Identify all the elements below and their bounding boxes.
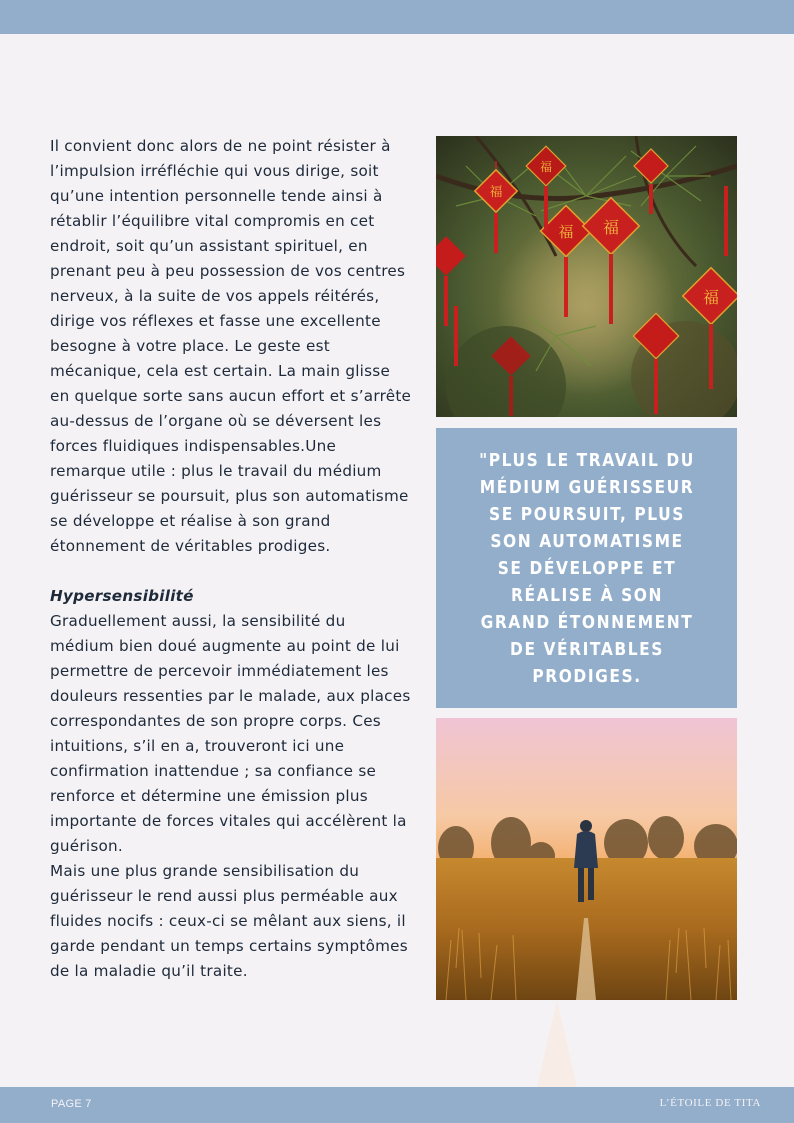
- pull-quote-text: "PLUS LE TRAVAIL DU MÉDIUM GUÉRISSEUR SE POURSUIT, PLUS SON AUTOMATISME SE DÉVELOPPE ET RÉALISE À SON GRAND ÉTONNEMENT DE VÉRITABLES PRODIGES.: [478, 449, 695, 687]
- decorative-spire-shape: [537, 1000, 577, 1087]
- footer-bar: [0, 1087, 794, 1123]
- page-number: PAGE 7: [51, 1098, 92, 1110]
- body-paragraph-3: Mais une plus grande sensibilisation du guérisseur le rend aussi plus perméable aux fluides nocifs : ceux-ci se mêlant aux siens, il garde pendant un temps certains symptômes de la maladie qu’il traite.: [50, 862, 408, 980]
- sunset-field-illustration: [436, 718, 737, 1000]
- body-paragraph-2: Graduellement aussi, la sensibilité du médium bien doué augmente au point de lui permettre de percevoir immédiatement les douleurs ressenties par le malade, aux places correspondantes de son propre corps. Ces intuitions, s’il en a, trouveront ici une confirmation inattendue ; sa confiance se renforce et détermine une émission plus importante de forces vitales qui accélèrent la guérison.: [50, 612, 411, 855]
- section-subheading: Hypersensibilité: [50, 587, 194, 605]
- pull-quote-box: [436, 428, 737, 708]
- svg-text:福: 福: [489, 185, 503, 200]
- footer-brand: L’ÉTOILE DE TITA: [659, 1097, 761, 1109]
- svg-text:福: 福: [558, 223, 574, 241]
- article-body: [50, 134, 412, 984]
- svg-text:福: 福: [539, 160, 553, 174]
- body-paragraph-1: Il convient donc alors de ne point résister à l’impulsion irréfléchie qui vous dirige, soit qu’une intention personnelle tende ainsi à rétablir l’équilibre vital compromis en cet endroit, soit qu’un assistant spirituel, en prenant peu à peu possession de vos centres nerveux, à la suite de vos appels réitérés, dirige vos réflexes et fasse une excellente besogne à votre place. Le geste est mécanique, cela est certain. La main glisse en quelque sorte sans aucun effort et s’arrête au-dessus de l’organe où se déversent les forces fluidiques indispensables.Une remarque utile : plus le travail du médium guérisseur se poursuit, plus son automatisme se développe et réalise à son grand étonnement de véritables prodiges.: [50, 137, 412, 555]
- paragraph-spacer: [50, 559, 412, 584]
- photo-red-ornaments: [436, 136, 737, 417]
- header-bar: [0, 0, 794, 34]
- svg-text:福: 福: [602, 218, 620, 237]
- ornaments-illustration: [436, 136, 737, 417]
- svg-text:福: 福: [702, 288, 720, 307]
- photo-sunset-field-walker: [436, 718, 737, 1000]
